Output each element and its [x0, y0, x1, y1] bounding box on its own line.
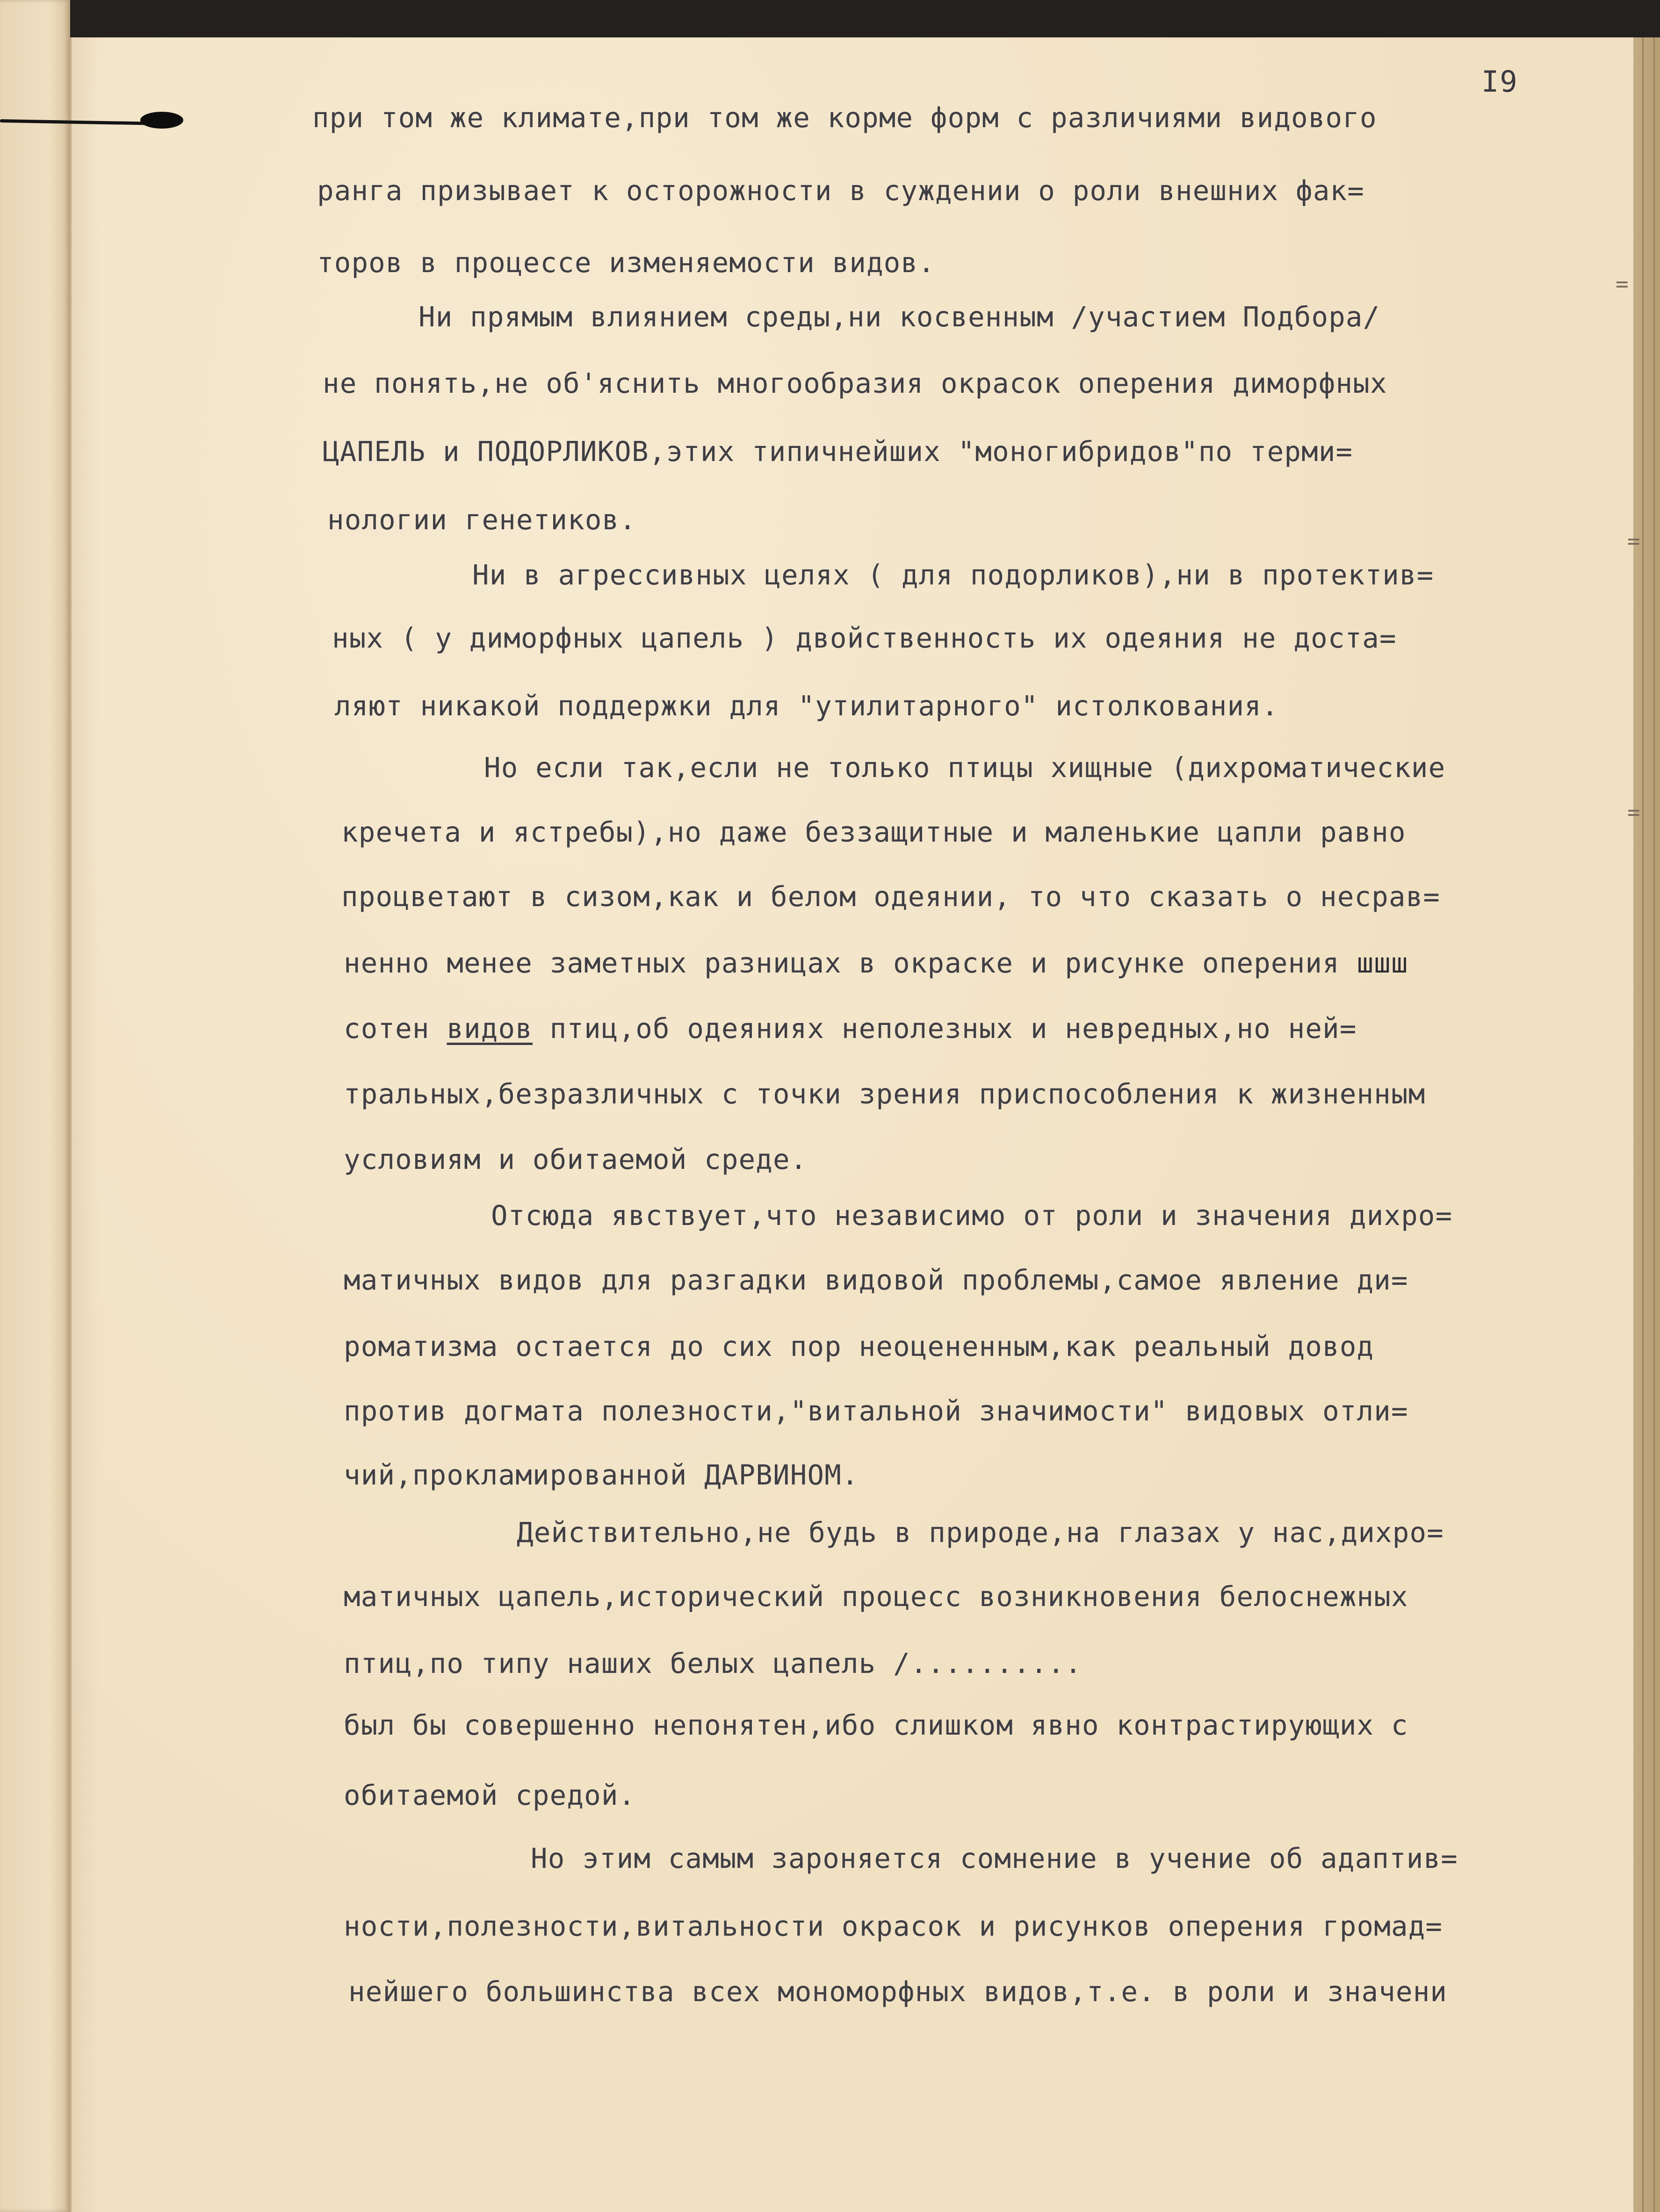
text-line-16: тральных,безразличных с точки зрения приспособления к жизненным [344, 1078, 1426, 1110]
text-line-30: нейшего большинства всех мономорфных видов,т.е. в роли и значени [348, 1975, 1448, 2008]
text-line-7: нологии генетиков. [327, 504, 636, 536]
text-line-17: условиям и обитаемой среде. [344, 1143, 808, 1175]
struck-over-letters: шшш [1357, 947, 1408, 979]
binding-thread [0, 110, 187, 130]
text-line-19: матичных видов для разгадки видовой проблемы,самое явление ди= [344, 1264, 1408, 1296]
text-line-5: не понять,не об'яснить многообразия окрасок оперения диморфных [323, 367, 1387, 399]
text-line-1: при том же климате,при том же корме форм с различиями видового [312, 101, 1377, 134]
text-line-28: Но этим самым зароняется сомнение в учение об адаптив= [531, 1842, 1458, 1874]
text-line-13: процветают в сизом,как и белом одеянии, то что сказать о несрав= [341, 880, 1441, 913]
text-line-25: птиц,по типу наших белых цапель /.......... [344, 1647, 1083, 1679]
text-line-10: ляют никакой поддержки для "утилитарного" истолкования. [334, 690, 1279, 722]
text-line-27: обитаемой средой. [344, 1779, 636, 1811]
text-line-2: ранга призывает к осторожности в суждении о роли внешних фак= [317, 174, 1364, 207]
text-line-6: ЦАПЕЛЬ и ПОДОРЛИКОВ,этих типичнейших "моногибридов"по терми= [323, 435, 1353, 468]
text-line-22: чий,прокламированной ДАРВИНОМ. [344, 1459, 859, 1491]
text-line-4: Ни прямым влиянием среды,ни косвенным /участием Подбора/ [419, 301, 1380, 333]
text-line-15 [344, 1012, 1357, 1045]
text-line-26: был бы совершенно непонятен,ибо слишком явно контрастирующих с [344, 1709, 1408, 1741]
text-line-24: матичных цапель,исторический процесс возникновения белоснежных [344, 1580, 1408, 1613]
text-line-12: кречета и ястребы),но даже беззащитные и маленькие цапли равно [341, 816, 1406, 848]
text-line-21: против догмата полезности,"витальной значимости" видовых отли= [344, 1395, 1408, 1427]
margin-mark-3: = [1627, 800, 1640, 825]
text-line-23: Действительно,не будь в природе,на глазах у нас,дихро= [517, 1516, 1444, 1549]
text-line-11: Но если так,если не только птицы хищные (дихроматические [484, 751, 1446, 784]
text-line-14-main: ненно менее заметных разницах в окраске и рисунке оперения [344, 947, 1340, 979]
margin-mark-2: = [1627, 528, 1640, 554]
text-line-14 [344, 949, 1408, 977]
page-number: I9 [1481, 65, 1518, 99]
text-line-20: роматизма остается до сих пор неоцененным,как реальный довод [344, 1330, 1374, 1362]
text-line-3: торов в процессе изменяемости видов. [317, 246, 935, 279]
text-line-15-rest: птиц,об одеяниях неполезных и невредных,но ней= [532, 1012, 1357, 1045]
text-line-9: ных ( у диморфных цапель ) двойственность их одеяния не доста= [332, 622, 1397, 654]
margin-mark-1: = [1616, 271, 1629, 296]
underlined-word: видов [447, 1012, 533, 1045]
text-line-15-start: сотен [344, 1012, 447, 1045]
text-line-18: Отсюда явствует,что независимо от роли и значения дихро= [491, 1199, 1453, 1232]
text-line-8: Ни в агрессивных целях ( для подорликов),ни в протектив= [472, 559, 1434, 591]
typewritten-page [70, 37, 1633, 2212]
underlying-sheet [0, 0, 70, 2212]
text-line-29: ности,полезности,витальности окрасок и рисунков оперения громад= [344, 1910, 1443, 1942]
